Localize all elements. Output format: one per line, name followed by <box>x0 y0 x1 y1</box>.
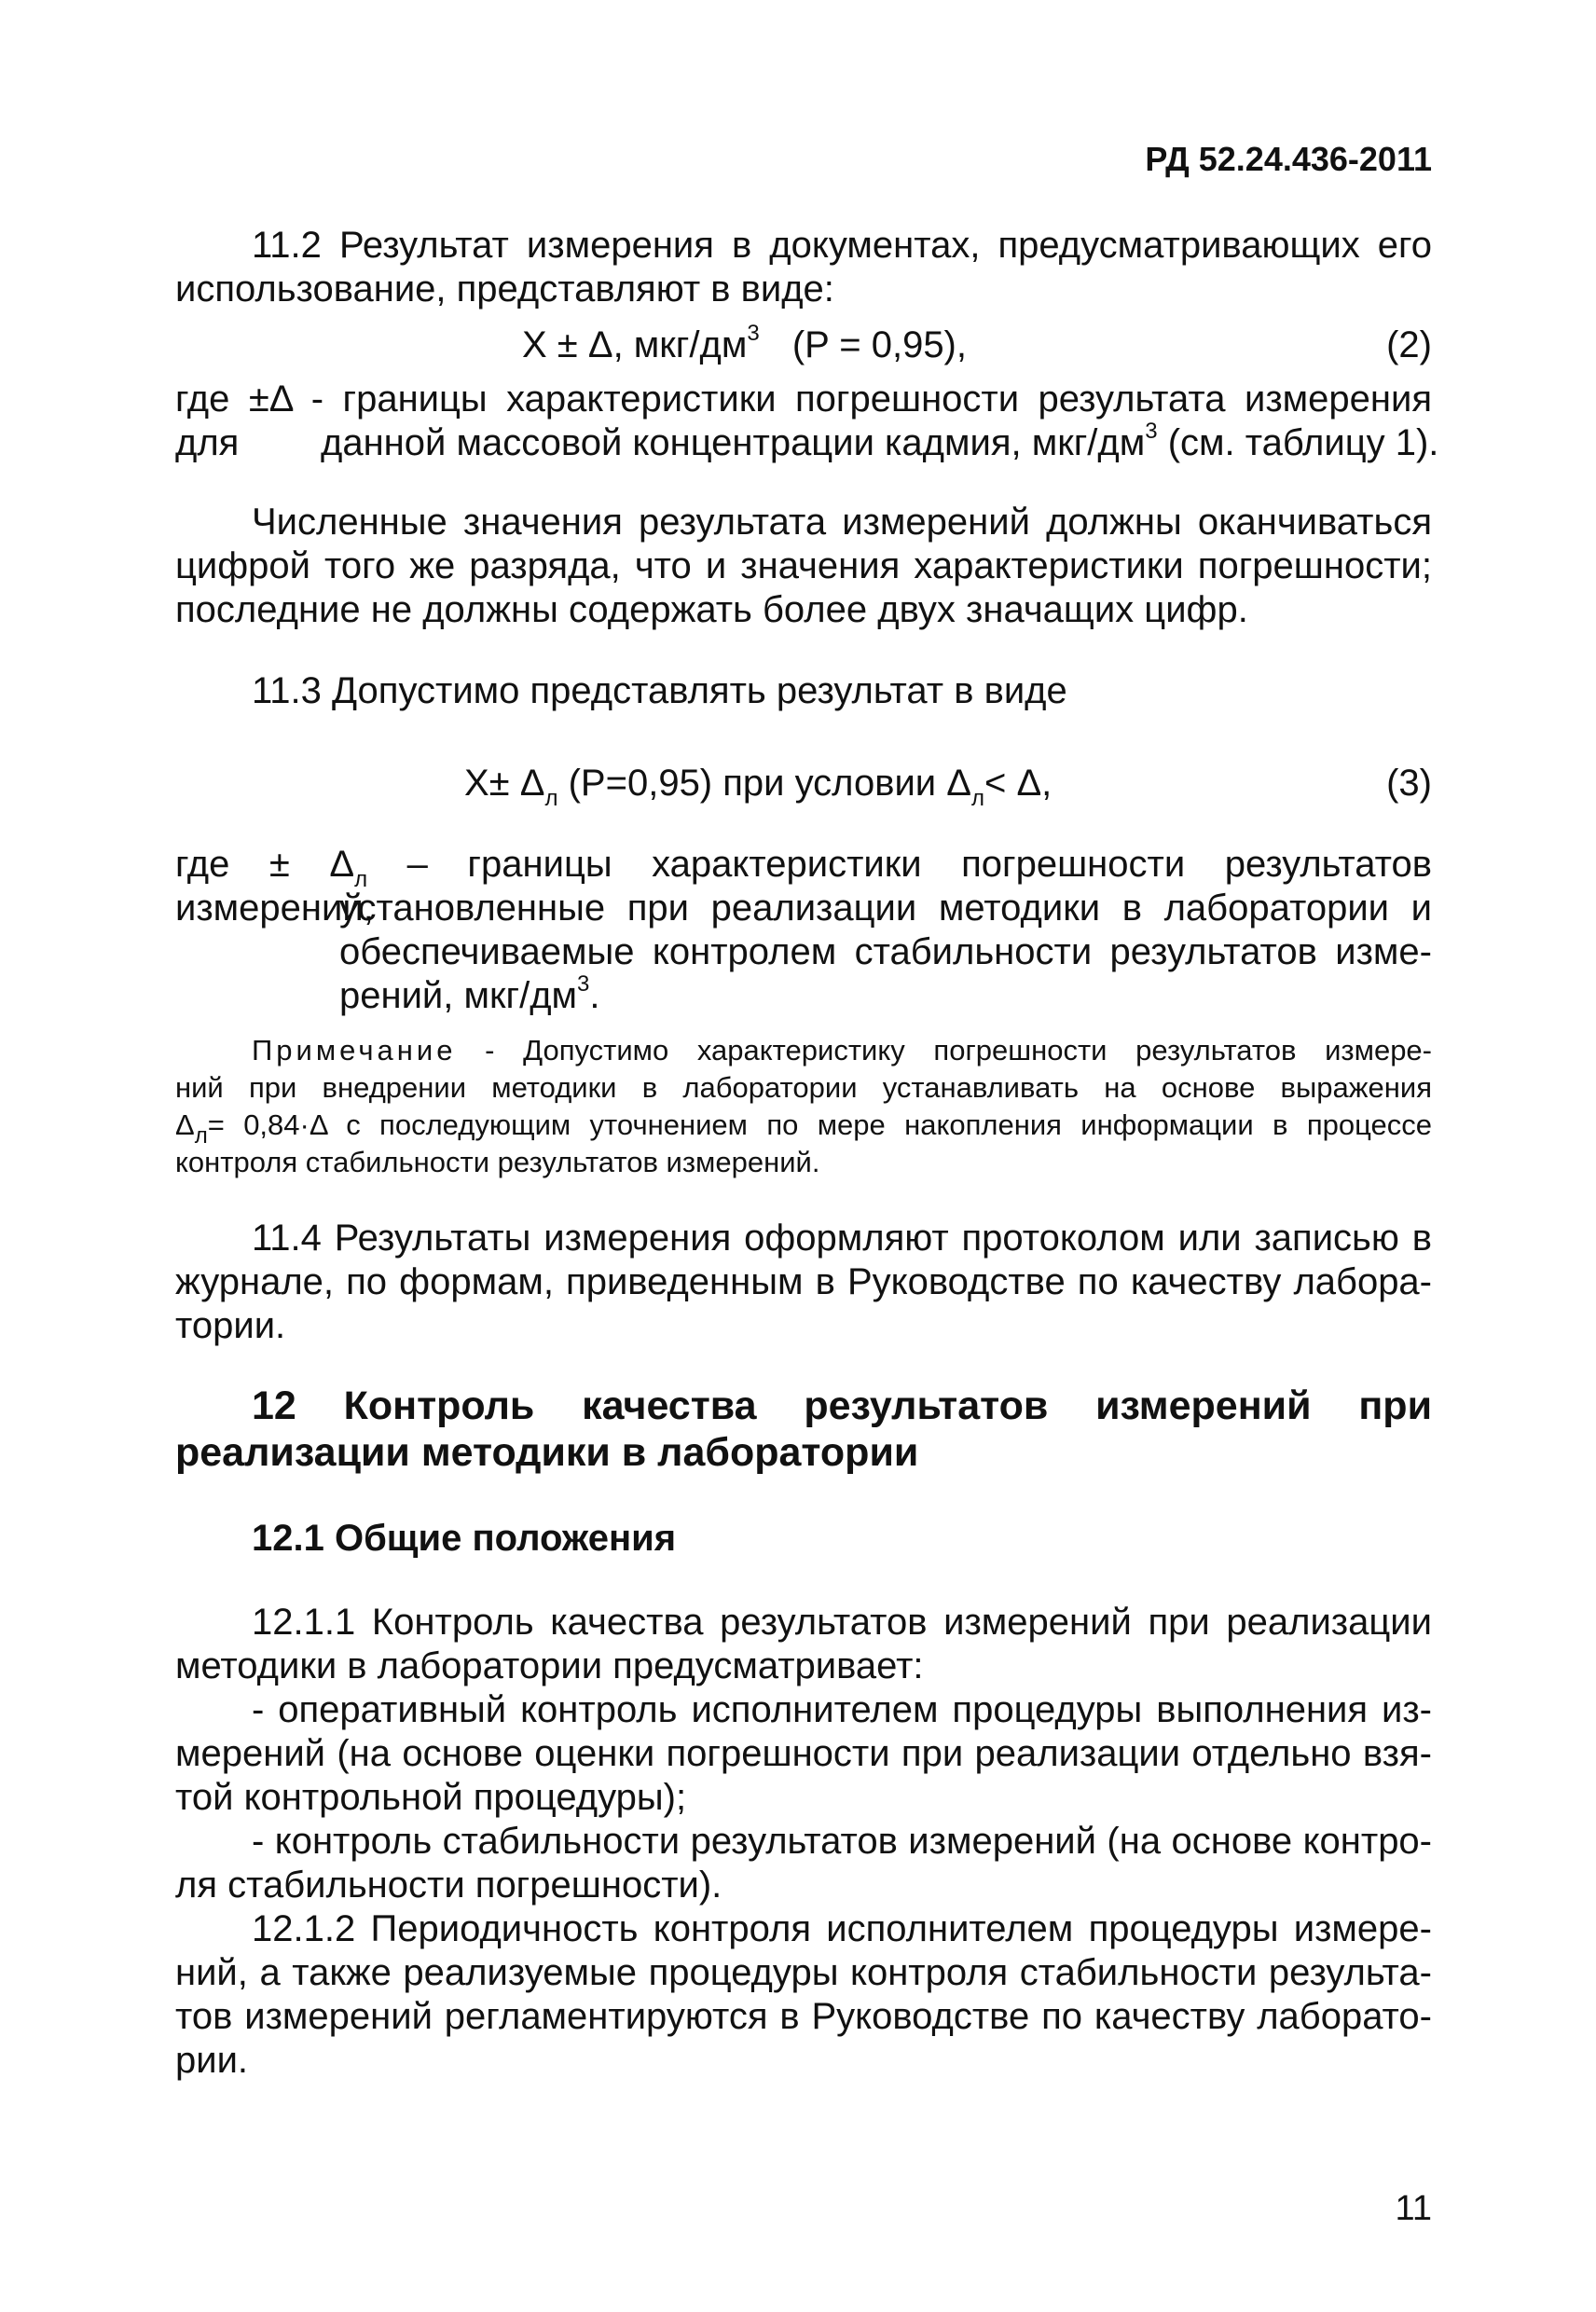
formula-3-where-exponent: 3 <box>577 970 590 997</box>
formula-2 <box>522 320 967 367</box>
formula-3-where-symbol: где ± Δ <box>175 844 355 885</box>
paragraph-11-2-line-2: использование, представляют в виде: <box>175 268 834 310</box>
note-line-2: ний при внедрении методики в лаборатории устанавливать на основе выражения <box>175 1071 1432 1104</box>
section-12-heading-line-2: реализации методики в лаборатории <box>175 1430 919 1475</box>
paragraph-11-4-line-3: тории. <box>175 1305 286 1346</box>
bullet-2-line-2: ля стабильности погрешности). <box>175 1865 722 1906</box>
paragraph-12-1-1-line-2: методики в лаборатории предусматривает: <box>175 1645 924 1686</box>
formula-3-where-period: . <box>589 975 600 1016</box>
page-number: 11 <box>1395 2189 1432 2228</box>
subsection-12-1-heading: 12.1 Общие положения <box>252 1518 677 1559</box>
note-label: Примечание <box>252 1034 457 1067</box>
note-line-3 <box>175 1107 1432 1149</box>
formula-3-subscript-1: л <box>544 786 558 811</box>
formula-3-number: (3) <box>1386 763 1432 804</box>
document-code-header: РД 52.24.436-2011 <box>1145 140 1432 178</box>
formula-3-where-unit: рений, мкг/дм <box>339 975 578 1016</box>
formula-3-where-subscript: л <box>354 867 368 892</box>
formula-2-where-exponent: 3 <box>1145 418 1158 444</box>
paragraph-11-4-line-1: 11.4 Результаты измерения оформляют протоколом или записью в <box>252 1218 1432 1259</box>
bullet-1-line-3: той контрольной процедуры); <box>175 1777 687 1818</box>
paragraph-12-1-2-line-1: 12.1.2 Периодичность контроля исполнителем процедуры измере- <box>252 1908 1432 1949</box>
formula-3-part-c: < Δ, <box>984 763 1053 804</box>
note-text-1: - Допустимо характеристику погрешности результатов измере- <box>456 1034 1432 1067</box>
formula-2-condition: (P = 0,95), <box>791 324 967 365</box>
bullet-1-line-2: мерений (на основе оценки погрешности при реализации отдельно взя- <box>175 1733 1432 1774</box>
numeric-values-line-3: последние не должны содержать более двух значащих цифр. <box>175 589 1248 630</box>
formula-2-where-text: данной массовой концентрации кадмия, мкг/дм <box>321 422 1146 463</box>
formula-2-exponent: 3 <box>747 320 760 346</box>
paragraph-12-1-2-line-4: рии. <box>175 2040 249 2081</box>
formula-3-part-b: (P=0,95) при условии Δ <box>557 763 971 804</box>
paragraph-11-4-line-2: журнале, по формам, приведенным в Руководстве по качеству лабора- <box>175 1261 1432 1302</box>
formula-3-part-a: X± Δ <box>464 763 545 804</box>
note-text-3: = 0,84·Δ с последующим уточнением по мере накопления информации в процессе <box>207 1108 1432 1141</box>
paragraph-12-1-2-line-3: тов измерений регламентируются в Руководстве по качеству лаборато- <box>175 1996 1432 2037</box>
paragraph-12-1-2-line-2: ний, а также реализуемые процедуры контроля стабильности результа- <box>175 1952 1432 1993</box>
paragraph-12-1-1-line-1: 12.1.1 Контроль качества результатов измерений при реализации <box>252 1602 1432 1643</box>
formula-2-where-line-1: где ±Δ - границы характеристики погрешности результата измерения для <box>175 378 1432 463</box>
formula-3 <box>464 762 1053 811</box>
formula-2-where-ref: (см. таблицу 1). <box>1157 422 1439 463</box>
formula-2-number: (2) <box>1386 324 1432 365</box>
formula-2-where-line-2 <box>321 418 1439 465</box>
formula-3-where-text: – границы характеристики погрешности результатов измерений, <box>175 844 1432 929</box>
paragraph-11-2-line-1: 11.2 Результат измерения в документах, предусматривающих его <box>252 225 1432 266</box>
formula-3-where-line-2: установленные при реализации методики в лаборатории и <box>339 888 1432 929</box>
numeric-values-line-2: цифрой того же разряда, что и значения характеристики погрешности; <box>175 545 1432 586</box>
note-line-4: контроля стабильности результатов измерений. <box>175 1146 820 1178</box>
note-delta-subscript: л <box>194 1123 208 1149</box>
formula-3-where-line-3: обеспечиваемые контролем стабильности результатов изме- <box>339 931 1432 972</box>
note-line-1 <box>252 1032 1432 1069</box>
formula-3-where-line-4 <box>339 970 600 1018</box>
paragraph-11-3: 11.3 Допустимо представлять результат в виде <box>252 670 1067 711</box>
bullet-2-line-1: - контроль стабильности результатов измерений (на основе контро- <box>252 1821 1432 1862</box>
formula-3-subscript-2: л <box>970 786 984 811</box>
section-12-heading-line-1: 12 Контроль качества результатов измерений при <box>252 1383 1432 1428</box>
formula-2-main: X ± Δ, мкг/дм <box>522 324 748 365</box>
numeric-values-line-1: Численные значения результата измерений должны оканчиваться <box>252 502 1432 543</box>
bullet-1-line-1: - оперативный контроль исполнителем процедуры выполнения из- <box>252 1689 1432 1730</box>
note-delta: Δ <box>175 1108 195 1141</box>
